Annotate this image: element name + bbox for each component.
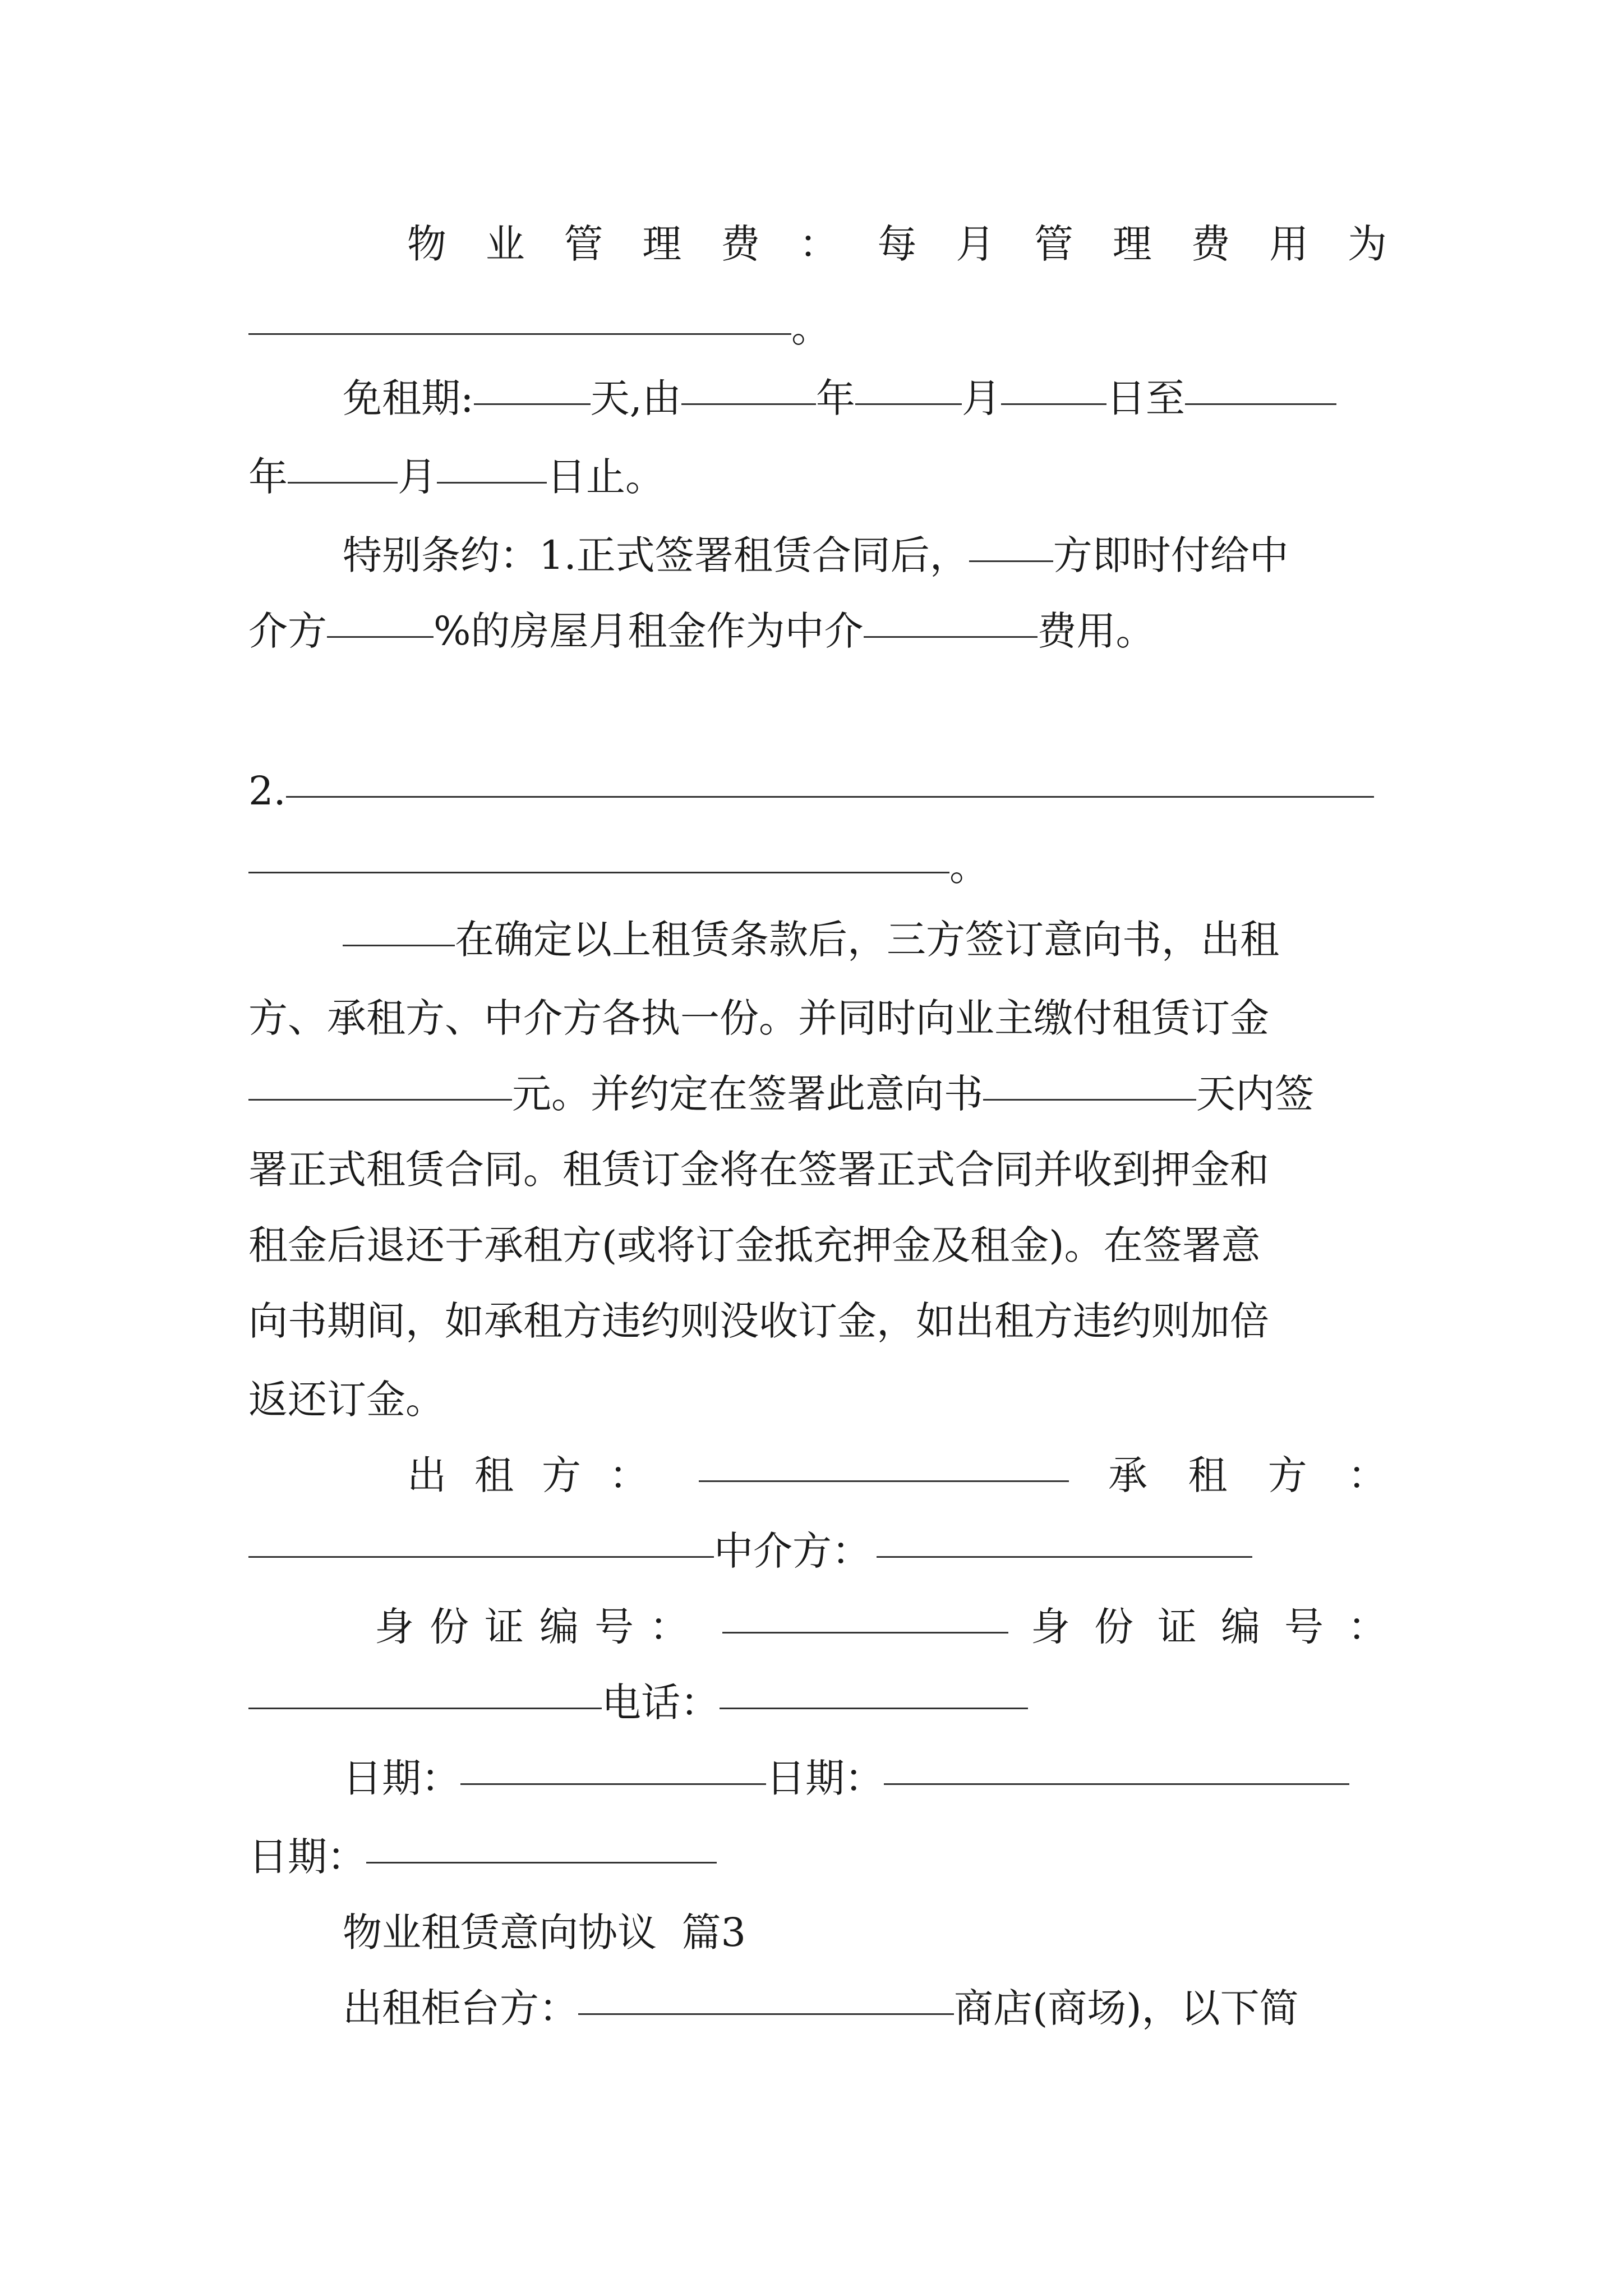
- blank-field[interactable]: [864, 592, 1038, 638]
- label-char: 管: [564, 221, 603, 267]
- label-char: 编: [1221, 1604, 1260, 1650]
- blank-field[interactable]: [288, 438, 398, 484]
- agent-field[interactable]: [877, 1512, 1252, 1558]
- label-char: 月: [956, 221, 995, 267]
- phone-field[interactable]: [720, 1663, 1028, 1709]
- label-char: ：: [649, 1604, 689, 1650]
- label-char: 承: [1108, 1452, 1147, 1498]
- management-fee-blank-line: 。: [248, 289, 1387, 367]
- label-char: 每: [877, 221, 917, 267]
- label-char: 租: [1188, 1452, 1228, 1498]
- date-field-1[interactable]: [460, 1739, 766, 1785]
- blank-field[interactable]: [248, 1055, 512, 1101]
- paragraph-line: 向书期间，如承租方违约则没收订金，如出租方违约则加倍: [248, 1298, 1269, 1344]
- id-label-2: [1031, 1588, 1387, 1666]
- blank-field[interactable]: [681, 359, 816, 405]
- date-field-2[interactable]: [884, 1739, 1349, 1785]
- id-field-2[interactable]: [248, 1663, 602, 1709]
- blank-field[interactable]: [248, 827, 949, 873]
- blank-field[interactable]: [855, 359, 962, 405]
- label-char: 为: [1348, 221, 1387, 267]
- id-label-1: [375, 1588, 689, 1666]
- label-char: 号: [594, 1604, 634, 1650]
- clause-2-line: 2.: [248, 752, 1387, 830]
- management-fee-text: [248, 205, 1387, 283]
- label-char: 管: [1034, 221, 1073, 267]
- label-char: 物: [407, 221, 446, 267]
- paragraph-line: 元。并约定在签署此意向书 天内签: [248, 1055, 1387, 1133]
- label-char: 身: [1031, 1604, 1070, 1650]
- date-line: 日期： 日期：: [248, 1739, 1387, 1818]
- id-number-line: [248, 1588, 1387, 1666]
- label-char: ：: [609, 1452, 648, 1498]
- date-field-3[interactable]: [366, 1818, 717, 1864]
- label-char: 理: [642, 221, 682, 267]
- label-char: 理: [1112, 221, 1152, 267]
- blank-field[interactable]: [1185, 359, 1336, 405]
- rent-free-line: 免租期: 天,由 年 月 日至: [248, 359, 1387, 438]
- signature-line-2: 中介方：: [248, 1512, 1387, 1590]
- label-char: 方: [1267, 1452, 1307, 1498]
- section-title: 物业租赁意向协议 篇3: [343, 1910, 746, 1955]
- blank-field[interactable]: [983, 1055, 1196, 1101]
- id-phone-line: 电话：: [248, 1663, 1387, 1742]
- blank-field[interactable]: [1001, 359, 1106, 405]
- paragraph-line: 署正式租赁合同。租赁订金将在签署正式合同并收到押金和: [248, 1147, 1269, 1193]
- label-char: 业: [485, 221, 525, 267]
- lessee-field[interactable]: [248, 1512, 714, 1558]
- blank-field[interactable]: [327, 592, 434, 638]
- rent-free-end-line: 年 月 日止。: [248, 438, 1387, 516]
- label-char: ：: [799, 221, 838, 267]
- id-field-1[interactable]: [722, 1588, 1008, 1634]
- label-char: 费: [1191, 221, 1230, 267]
- blank-field[interactable]: [286, 752, 1374, 798]
- label-char: 租: [474, 1452, 514, 1498]
- label-char: 份: [430, 1604, 469, 1650]
- counter-party-line: 出租柜台方： 商店(商场)，以下简: [248, 1969, 1387, 2047]
- label-char: 出: [407, 1452, 446, 1498]
- label-char: 证: [1158, 1604, 1197, 1650]
- signature-line: [248, 1436, 1387, 1515]
- counter-party-field[interactable]: [578, 1969, 954, 2015]
- blank-field[interactable]: [969, 516, 1053, 562]
- label-char: 费: [721, 221, 760, 267]
- label-char: 身: [375, 1604, 414, 1650]
- label-char: 份: [1094, 1604, 1133, 1650]
- paragraph-line: 在确定以上租赁条款后，三方签订意向书，出租: [248, 900, 1387, 979]
- lessor-label: [407, 1436, 648, 1515]
- special-terms-line: 特别条约：1.正式签署租赁合同后， 方即时付给中: [248, 516, 1387, 595]
- lessee-label: [1108, 1436, 1387, 1515]
- blank-field[interactable]: [437, 438, 547, 484]
- label-char: 号: [1284, 1604, 1324, 1650]
- paragraph-line: 方、承租方、中介方各执一份。并同时向业主缴付租赁订金: [248, 995, 1269, 1041]
- management-fee-line: [248, 205, 1387, 283]
- special-terms-line-2: 介方 %的房屋月租金作为中介 费用。: [248, 592, 1387, 670]
- blank-field[interactable]: [248, 289, 791, 335]
- blank-field[interactable]: [343, 900, 455, 946]
- clause-2-line-2: 。: [248, 827, 1387, 906]
- paragraph-line: 返还订金。: [248, 1377, 445, 1423]
- lessor-field[interactable]: [699, 1436, 1069, 1482]
- label-char: ：: [1348, 1604, 1387, 1650]
- label-char: 编: [540, 1604, 579, 1650]
- blank-field[interactable]: [474, 359, 591, 405]
- paragraph-line: 租金后退还于承租方(或将订金抵充押金及租金)。在签署意: [248, 1222, 1261, 1268]
- label-char: 用: [1269, 221, 1309, 267]
- date-line-2: 日期：: [248, 1818, 1387, 1896]
- label-char: 证: [485, 1604, 524, 1650]
- label-char: 方: [542, 1452, 581, 1498]
- label-char: ：: [1347, 1452, 1387, 1498]
